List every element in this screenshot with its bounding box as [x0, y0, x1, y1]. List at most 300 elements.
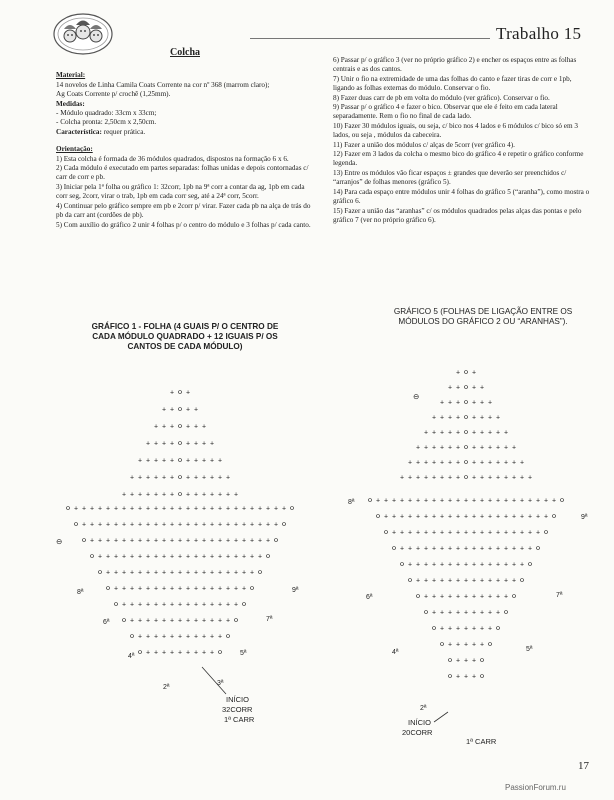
single-crochet-stitch: +: [456, 561, 461, 569]
single-crochet-stitch: +: [170, 423, 175, 431]
grafico1-diagram: [67, 390, 294, 657]
single-crochet-stitch: +: [218, 601, 223, 609]
single-crochet-stitch: +: [130, 569, 135, 577]
single-crochet-stitch: +: [194, 440, 199, 448]
single-crochet-stitch: +: [234, 569, 239, 577]
single-crochet-stitch: +: [202, 521, 207, 529]
single-crochet-stitch: +: [226, 521, 231, 529]
single-crochet-stitch: +: [480, 414, 485, 422]
single-crochet-stitch: +: [392, 497, 397, 505]
single-crochet-stitch: +: [194, 553, 199, 561]
step-item: 4) Continuar pelo gráfico sempre em pb e 2corr p/ virar. Fazer cada pb na alça de trás do pb da carr ant (cordões de pb).: [56, 201, 311, 220]
single-crochet-stitch: +: [440, 459, 445, 467]
single-crochet-stitch: +: [178, 553, 183, 561]
single-crochet-stitch: +: [194, 474, 199, 482]
single-crochet-stitch: +: [114, 505, 119, 513]
single-crochet-stitch: +: [448, 384, 453, 392]
single-crochet-stitch: +: [226, 537, 231, 545]
single-crochet-stitch: +: [480, 625, 485, 633]
single-crochet-stitch: +: [130, 553, 135, 561]
single-crochet-stitch: +: [472, 529, 477, 537]
single-crochet-stitch: +: [472, 414, 477, 422]
single-crochet-stitch: +: [512, 529, 517, 537]
single-crochet-stitch: +: [400, 545, 405, 553]
single-crochet-stitch: +: [480, 429, 485, 437]
step-item: 13) Entre os módulos vão ficar espaços ± grandes que deverão ser preenchidos c/ “arranjos” de folhas menores (gráfico 5).: [333, 168, 567, 187]
single-crochet-stitch: +: [448, 577, 453, 585]
single-crochet-stitch: +: [392, 529, 397, 537]
single-crochet-stitch: +: [504, 545, 509, 553]
single-crochet-stitch: +: [210, 649, 215, 657]
single-crochet-stitch: +: [274, 505, 279, 513]
single-crochet-stitch: +: [130, 521, 135, 529]
single-crochet-stitch: +: [162, 601, 167, 609]
single-crochet-stitch: +: [178, 569, 183, 577]
step-item: 7) Unir o fio na extremidade de uma das folhas do canto e fazer tiras de corr e 1pb, ligando as folhas externas do módulo. Conservar o fio.: [333, 74, 572, 93]
single-crochet-stitch: +: [186, 389, 191, 397]
material-heading: Material:: [56, 71, 86, 80]
single-crochet-stitch: +: [218, 617, 223, 625]
single-crochet-stitch: +: [496, 577, 501, 585]
single-crochet-stitch: +: [456, 369, 461, 377]
single-crochet-stitch: +: [440, 593, 445, 601]
chain-stitch: [131, 635, 134, 638]
single-crochet-stitch: +: [432, 545, 437, 553]
chain-stitch: [449, 659, 452, 662]
single-crochet-stitch: +: [448, 474, 453, 482]
single-crochet-stitch: +: [218, 474, 223, 482]
single-crochet-stitch: +: [544, 497, 549, 505]
chain-stitch: [107, 587, 110, 590]
single-crochet-stitch: +: [154, 440, 159, 448]
single-crochet-stitch: +: [186, 423, 191, 431]
single-crochet-stitch: +: [424, 545, 429, 553]
single-crochet-stitch: +: [130, 585, 135, 593]
single-crochet-stitch: +: [480, 577, 485, 585]
start-chain-count: 20CORR: [402, 728, 433, 737]
single-crochet-stitch: +: [440, 513, 445, 521]
single-crochet-stitch: +: [114, 585, 119, 593]
single-crochet-stitch: +: [512, 459, 517, 467]
single-crochet-stitch: +: [400, 497, 405, 505]
single-crochet-stitch: +: [480, 459, 485, 467]
single-crochet-stitch: +: [488, 429, 493, 437]
single-crochet-stitch: +: [440, 444, 445, 452]
single-crochet-stitch: +: [82, 521, 87, 529]
single-crochet-stitch: +: [496, 497, 501, 505]
single-crochet-stitch: +: [210, 569, 215, 577]
single-crochet-stitch: +: [210, 505, 215, 513]
single-crochet-stitch: +: [496, 414, 501, 422]
single-crochet-stitch: +: [170, 649, 175, 657]
single-crochet-stitch: +: [162, 569, 167, 577]
single-crochet-stitch: +: [424, 497, 429, 505]
single-crochet-stitch: +: [250, 537, 255, 545]
minus-symbol: ⊖: [56, 537, 63, 546]
start-chain-count: 32CORR: [222, 705, 253, 714]
single-crochet-stitch: +: [250, 521, 255, 529]
single-crochet-stitch: +: [512, 577, 517, 585]
single-crochet-stitch: +: [448, 399, 453, 407]
single-crochet-stitch: +: [154, 491, 159, 499]
single-crochet-stitch: +: [170, 474, 175, 482]
single-crochet-stitch: +: [226, 569, 231, 577]
single-crochet-stitch: +: [416, 497, 421, 505]
row-label: 9ª: [292, 587, 299, 594]
single-crochet-stitch: +: [162, 474, 167, 482]
single-crochet-stitch: +: [512, 513, 517, 521]
single-crochet-stitch: +: [146, 553, 151, 561]
single-crochet-stitch: +: [408, 529, 413, 537]
single-crochet-stitch: +: [186, 406, 191, 414]
single-crochet-stitch: +: [440, 561, 445, 569]
step-item: 3) Iniciar pela 1ª folha ou gráfico 1: 32corr, 1pb na 9ª corr a contar da ag, 1pb em cada corr seg, 2corr, virar o trab, 1pb em cada corr seg, até a 24ª corr, 5corr.: [56, 182, 305, 201]
single-crochet-stitch: +: [464, 497, 469, 505]
single-crochet-stitch: +: [456, 545, 461, 553]
single-crochet-stitch: +: [186, 617, 191, 625]
single-crochet-stitch: +: [448, 497, 453, 505]
single-crochet-stitch: +: [154, 537, 159, 545]
single-crochet-stitch: +: [210, 553, 215, 561]
material-line: Ag Coats Corrente p/ crochê (1,25mm).: [56, 90, 171, 99]
chain-stitch: [83, 539, 86, 542]
step-item: 1) Esta colcha é formada de 36 módulos quadrados, dispostos na formação 6 x 6.: [56, 154, 289, 163]
single-crochet-stitch: +: [472, 545, 477, 553]
single-crochet-stitch: +: [202, 649, 207, 657]
single-crochet-stitch: +: [130, 537, 135, 545]
single-crochet-stitch: +: [242, 553, 247, 561]
single-crochet-stitch: +: [472, 657, 477, 665]
single-crochet-stitch: +: [194, 491, 199, 499]
single-crochet-stitch: +: [154, 474, 159, 482]
start-pointer: [434, 712, 448, 722]
single-crochet-stitch: +: [106, 553, 111, 561]
single-crochet-stitch: +: [146, 505, 151, 513]
chain-stitch: [545, 531, 548, 534]
single-crochet-stitch: +: [472, 593, 477, 601]
chain-stitch: [449, 675, 452, 678]
single-crochet-stitch: +: [480, 529, 485, 537]
row-label: 5ª: [240, 650, 247, 657]
single-crochet-stitch: +: [504, 593, 509, 601]
single-crochet-stitch: +: [154, 601, 159, 609]
single-crochet-stitch: +: [440, 497, 445, 505]
single-crochet-stitch: +: [154, 569, 159, 577]
single-crochet-stitch: +: [480, 545, 485, 553]
single-crochet-stitch: +: [170, 553, 175, 561]
first-row-label: 1ª CARR: [224, 715, 255, 724]
single-crochet-stitch: +: [90, 537, 95, 545]
single-crochet-stitch: +: [250, 553, 255, 561]
single-crochet-stitch: +: [424, 459, 429, 467]
single-crochet-stitch: +: [130, 491, 135, 499]
single-crochet-stitch: +: [424, 429, 429, 437]
chain-stitch: [179, 476, 182, 479]
single-crochet-stitch: +: [440, 429, 445, 437]
chain-stitch: [179, 442, 182, 445]
single-crochet-stitch: +: [186, 457, 191, 465]
single-crochet-stitch: +: [186, 521, 191, 529]
single-crochet-stitch: +: [504, 429, 509, 437]
single-crochet-stitch: +: [472, 609, 477, 617]
chain-stitch: [283, 523, 286, 526]
single-crochet-stitch: +: [448, 429, 453, 437]
medidas-line: - Módulo quadrado: 33cm x 33cm;: [56, 109, 157, 118]
chain-stitch: [489, 643, 492, 646]
single-crochet-stitch: +: [122, 491, 127, 499]
single-crochet-stitch: +: [210, 537, 215, 545]
single-crochet-stitch: +: [234, 491, 239, 499]
single-crochet-stitch: +: [154, 505, 159, 513]
single-crochet-stitch: +: [226, 491, 231, 499]
single-crochet-stitch: +: [488, 513, 493, 521]
single-crochet-stitch: +: [138, 553, 143, 561]
chain-stitch: [259, 571, 262, 574]
single-crochet-stitch: +: [226, 474, 231, 482]
single-crochet-stitch: +: [194, 585, 199, 593]
single-crochet-stitch: +: [488, 625, 493, 633]
single-crochet-stitch: +: [424, 444, 429, 452]
single-crochet-stitch: +: [98, 537, 103, 545]
first-row-label: 1ª CARR: [466, 737, 497, 746]
chain-stitch: [267, 555, 270, 558]
single-crochet-stitch: +: [202, 423, 207, 431]
single-crochet-stitch: +: [146, 569, 151, 577]
single-crochet-stitch: +: [424, 513, 429, 521]
single-crochet-stitch: +: [210, 474, 215, 482]
single-crochet-stitch: +: [480, 444, 485, 452]
chain-stitch: [179, 408, 182, 411]
single-crochet-stitch: +: [266, 537, 271, 545]
chain-stitch: [123, 619, 126, 622]
single-crochet-stitch: +: [138, 474, 143, 482]
single-crochet-stitch: +: [384, 497, 389, 505]
chain-stitch: [369, 499, 372, 502]
chain-stitch: [99, 571, 102, 574]
single-crochet-stitch: +: [258, 537, 263, 545]
single-crochet-stitch: +: [496, 593, 501, 601]
single-crochet-stitch: +: [154, 521, 159, 529]
single-crochet-stitch: +: [472, 429, 477, 437]
single-crochet-stitch: +: [496, 513, 501, 521]
single-crochet-stitch: +: [186, 537, 191, 545]
single-crochet-stitch: +: [170, 633, 175, 641]
chain-stitch: [251, 587, 254, 590]
single-crochet-stitch: +: [520, 545, 525, 553]
single-crochet-stitch: +: [146, 585, 151, 593]
single-crochet-stitch: +: [432, 593, 437, 601]
single-crochet-stitch: +: [170, 389, 175, 397]
single-crochet-stitch: +: [282, 505, 287, 513]
single-crochet-stitch: +: [480, 384, 485, 392]
single-crochet-stitch: +: [416, 577, 421, 585]
single-crochet-stitch: +: [432, 561, 437, 569]
single-crochet-stitch: +: [488, 459, 493, 467]
single-crochet-stitch: +: [202, 601, 207, 609]
single-crochet-stitch: +: [456, 414, 461, 422]
single-crochet-stitch: +: [480, 399, 485, 407]
single-crochet-stitch: +: [464, 513, 469, 521]
single-crochet-stitch: +: [146, 491, 151, 499]
step-item: 8) Fazer duas carr de pb em volta do módulo (ver gráfico). Conservar o fio.: [333, 93, 550, 102]
single-crochet-stitch: +: [432, 459, 437, 467]
single-crochet-stitch: +: [186, 440, 191, 448]
single-crochet-stitch: +: [162, 537, 167, 545]
single-crochet-stitch: +: [162, 423, 167, 431]
single-crochet-stitch: +: [202, 537, 207, 545]
single-crochet-stitch: +: [464, 641, 469, 649]
single-crochet-stitch: +: [130, 505, 135, 513]
single-crochet-stitch: +: [408, 474, 413, 482]
single-crochet-stitch: +: [408, 513, 413, 521]
single-crochet-stitch: +: [384, 513, 389, 521]
single-crochet-stitch: +: [544, 513, 549, 521]
single-crochet-stitch: +: [146, 537, 151, 545]
single-crochet-stitch: +: [376, 497, 381, 505]
single-crochet-stitch: +: [440, 414, 445, 422]
single-crochet-stitch: +: [488, 545, 493, 553]
single-crochet-stitch: +: [440, 609, 445, 617]
row-label: 5ª: [526, 646, 533, 653]
single-crochet-stitch: +: [234, 585, 239, 593]
single-crochet-stitch: +: [130, 617, 135, 625]
single-crochet-stitch: +: [504, 513, 509, 521]
single-crochet-stitch: +: [440, 625, 445, 633]
single-crochet-stitch: +: [202, 505, 207, 513]
single-crochet-stitch: +: [480, 593, 485, 601]
chain-stitch: [219, 651, 222, 654]
single-crochet-stitch: +: [456, 513, 461, 521]
chain-stitch: [115, 603, 118, 606]
single-crochet-stitch: +: [218, 553, 223, 561]
single-crochet-stitch: +: [416, 545, 421, 553]
single-crochet-stitch: +: [178, 521, 183, 529]
single-crochet-stitch: +: [464, 673, 469, 681]
single-crochet-stitch: +: [146, 617, 151, 625]
grafico5-caption: GRÁFICO 5 (FOLHAS DE LIGAÇÃO ENTRE OS MÓDULOS DO GRÁFICO 2 OU “ARANHAS”).: [393, 307, 573, 326]
single-crochet-stitch: +: [488, 577, 493, 585]
single-crochet-stitch: +: [456, 384, 461, 392]
row-label: 7ª: [266, 616, 273, 623]
chain-stitch: [409, 579, 412, 582]
single-crochet-stitch: +: [456, 641, 461, 649]
single-crochet-stitch: +: [504, 459, 509, 467]
single-crochet-stitch: +: [472, 384, 477, 392]
step-item: 15) Fazer a união das “aranhas” c/ os módulos quadrados pelas alças das pontas e pelo gráfico 7 (ver no próprio gráfico 6).: [333, 206, 582, 224]
single-crochet-stitch: +: [488, 474, 493, 482]
single-crochet-stitch: +: [194, 649, 199, 657]
single-crochet-stitch: +: [520, 513, 525, 521]
single-crochet-stitch: +: [178, 505, 183, 513]
chain-stitch: [465, 431, 468, 434]
single-crochet-stitch: +: [138, 537, 143, 545]
chain-stitch: [561, 499, 564, 502]
single-crochet-stitch: +: [154, 457, 159, 465]
start-label: INÍCIO: [408, 718, 431, 727]
single-crochet-stitch: +: [528, 497, 533, 505]
single-crochet-stitch: +: [186, 649, 191, 657]
single-crochet-stitch: +: [186, 569, 191, 577]
step-item: 2) Cada módulo é executado em partes separadas: folhas unidas e depois contornadas c/ carr de corr e pb.: [56, 164, 309, 182]
single-crochet-stitch: +: [464, 593, 469, 601]
single-crochet-stitch: +: [186, 633, 191, 641]
single-crochet-stitch: +: [226, 553, 231, 561]
single-crochet-stitch: +: [400, 529, 405, 537]
single-crochet-stitch: +: [408, 459, 413, 467]
single-crochet-stitch: +: [448, 593, 453, 601]
single-crochet-stitch: +: [472, 561, 477, 569]
single-crochet-stitch: +: [242, 569, 247, 577]
single-crochet-stitch: +: [106, 569, 111, 577]
chain-stitch: [275, 539, 278, 542]
single-crochet-stitch: +: [416, 561, 421, 569]
single-crochet-stitch: +: [440, 529, 445, 537]
step-item: 10) Fazer 30 módulos iguais, ou seja, c/ bico nos 4 lados e 6 módulos c/ bico só em 3 lados, ou seja , módulos da cabeceira.: [333, 121, 578, 140]
single-crochet-stitch: +: [456, 429, 461, 437]
single-crochet-stitch: +: [210, 617, 215, 625]
single-crochet-stitch: +: [448, 529, 453, 537]
row-label: 4ª: [392, 649, 399, 656]
single-crochet-stitch: +: [504, 577, 509, 585]
single-crochet-stitch: +: [512, 497, 517, 505]
single-crochet-stitch: +: [496, 545, 501, 553]
single-crochet-stitch: +: [202, 457, 207, 465]
single-crochet-stitch: +: [178, 585, 183, 593]
single-crochet-stitch: +: [448, 459, 453, 467]
single-crochet-stitch: +: [464, 545, 469, 553]
single-crochet-stitch: +: [218, 521, 223, 529]
single-crochet-stitch: +: [242, 505, 247, 513]
single-crochet-stitch: +: [114, 521, 119, 529]
single-crochet-stitch: +: [472, 474, 477, 482]
single-crochet-stitch: +: [488, 497, 493, 505]
grafico1-caption: GRÁFICO 1 - FOLHA (4 GUAIS P/ O CENTRO DE CADA MÓDULO QUADRADO + 12 IGUAIS P/ OS CANTOS DE CADA MÓDULO): [91, 322, 279, 351]
single-crochet-stitch: +: [472, 399, 477, 407]
chain-stitch: [385, 531, 388, 534]
single-crochet-stitch: +: [536, 513, 541, 521]
single-crochet-stitch: +: [440, 545, 445, 553]
single-crochet-stitch: +: [138, 633, 143, 641]
single-crochet-stitch: +: [488, 593, 493, 601]
chain-stitch: [179, 425, 182, 428]
single-crochet-stitch: +: [496, 459, 501, 467]
single-crochet-stitch: +: [146, 474, 151, 482]
single-crochet-stitch: +: [154, 617, 159, 625]
single-crochet-stitch: +: [162, 491, 167, 499]
single-crochet-stitch: +: [242, 537, 247, 545]
single-crochet-stitch: +: [520, 474, 525, 482]
single-crochet-stitch: +: [210, 491, 215, 499]
single-crochet-stitch: +: [234, 553, 239, 561]
single-crochet-stitch: +: [512, 545, 517, 553]
single-crochet-stitch: +: [162, 406, 167, 414]
single-crochet-stitch: +: [170, 406, 175, 414]
row-label: 4ª: [128, 653, 135, 660]
chain-stitch: [441, 643, 444, 646]
chain-stitch: [91, 555, 94, 558]
single-crochet-stitch: +: [274, 521, 279, 529]
single-crochet-stitch: +: [456, 609, 461, 617]
single-crochet-stitch: +: [138, 585, 143, 593]
single-crochet-stitch: +: [432, 513, 437, 521]
single-crochet-stitch: +: [122, 601, 127, 609]
single-crochet-stitch: +: [234, 505, 239, 513]
single-crochet-stitch: +: [122, 521, 127, 529]
single-crochet-stitch: +: [202, 633, 207, 641]
single-crochet-stitch: +: [448, 561, 453, 569]
single-crochet-stitch: +: [496, 474, 501, 482]
row-label: 3ª: [217, 680, 224, 687]
